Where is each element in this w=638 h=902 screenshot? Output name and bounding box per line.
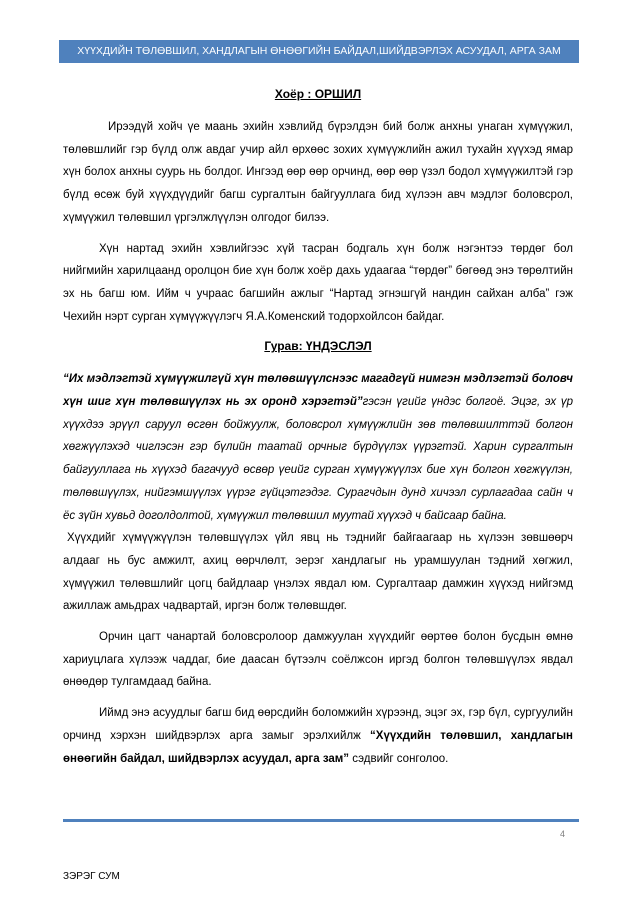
footer-author: ЗЭРЭГ СУМ	[63, 871, 120, 882]
paragraph-text: Иймд энэ асуудлыг багш бид өөрсдийн боломжийн хүрээнд, эцэг эх, гэр бүл, сургуулийн орчинд хэрхэн шийдвэрлэх арга замыг эрэлхийлж	[63, 707, 573, 742]
page-number: 4	[560, 829, 566, 839]
paragraph: Ирээдүй хойч үе маань эхийн хэвлийд бүрэлдэн бий болж анхны унаган хүмүүжил, төлөвшлийг гэр бүлд олж авдаг учир айл өрхөөс зохих хүмүүжлийн ажил тухайн хүүхэд ямар хүн болох анхны суурь нь болдог. Ингээд өөр өөр орчинд, өөр өөр үзэл бодол хүмүүжилтэй гэр бүлд өсөж буй хүүхдүүдийг багш сургалтын байгууллага бид хүлээн авч мэдлэг боловсрол, хүмүүжил төлөвшил үргэлжлүүлэн олгодог билээ.	[63, 121, 573, 224]
section-heading-rationale: Гурав: ҮНДЭСЛЭЛ	[264, 339, 372, 354]
page-body	[63, 84, 573, 778]
paragraph-text: гэсэн үгийг үндэс болгоё. Эцэг, эх үр хүүхдээ эрүүл саруул өсгөн бойжуулж, боловсрол хүмүүжлийн зөв төлөвшилттэй болгон хөгжүүлэхэд чиглэсэн гэр бүлийн таатай орчныг бүрдүүлэх үүрэгтэй. Харин сургалтын байгууллага нь хүүхэд багачууд өсвөр үеийг сурган хүмүүжүүлэх бие хүн болгон хөгжүүлэн, төлөвшүүлэх, нийгэмшүүлэх үүрэг гүйцэтгэдэг. Сурагчдын дунд хичээл сурлагадаа сайн ч ёс зүйн хувьд доголдолтой, хүмүүжил төлөвшил муутай хүүхэд ч байсаар байна.	[63, 396, 573, 522]
paragraph	[63, 702, 573, 770]
thesis-title: “Хүүхдийн төлөвшил, хандлагын өнөөгийн байдал, шийдвэрлэх асуудал, арга зам”	[63, 729, 574, 765]
running-header: ХҮҮХДИЙН ТӨЛӨВШИЛ, ХАНДЛАГЫН ӨНӨӨГИЙН БАЙДАЛ,ШИЙДВЭРЛЭХ АСУУДАЛ, АРГА ЗАМ	[59, 40, 579, 63]
paragraph: Хүн нартад эхийн хэвлийгээс хүй тасран бодгаль хүн болж нэгэнтээ төрдөг бол нийгмийн харилцаанд оролцон бие хүн болж хоёр дахь удаагаа “төрдөг” бөгөөд энэ төрөлтийн эх нь багш юм. Ийм ч учраас багшийн ажлыг “Нартад эгнэшгүй нандин сайхан алба” гэж Чехийн нэрт сурган хүмүүжүүлэгч Я.А.Коменский тодорхойлсон байдаг.	[63, 242, 573, 323]
section-heading-introduction: Хоёр : ОРШИЛ	[274, 87, 362, 101]
footer-rule	[63, 819, 579, 822]
quote-text: “Их мэдлэгтэй хүмүүжилгүй хүн төлөвшүүлснээс магадгүй нимгэн мэдлэгтэй боловч хүн шиг хүн төлөвшүүлэх нь эх оронд хэрэгтэй”	[63, 373, 573, 409]
paragraph	[63, 368, 573, 527]
paragraph-text: сэдвийг сонголоо.	[352, 752, 449, 765]
paragraph: Орчин цагт чанартай боловсролоор дамжуулан хүүхдийг өөртөө болон бусдын өмнө хариуцлага хүлээж чаддаг, бие даасан бүтээлч соёлжсон иргэд болгон төлөвшүүлэх явдал өнөөдөр тулгамдаад байна.	[63, 631, 573, 689]
paragraph: Хүүхдийг хүмүүжүүлэн төлөвшүүлэх үйл явц нь тэднийг байгаагаар нь хүлээн зөвшөөрч алдааг нь бус амжилт, ахиц өөрчлөлт, эерэг хандлагыг нь урамшуулан тэдний хөгжил, хүмүүжил төлөвшлийг цогц байдлаар үнэлэх явдал юм. Сургалтаар дамжин хүүхэд нийгэмд ажиллаж амьдрах чадвартай, иргэн болж төлөвшдөг.	[63, 532, 573, 613]
